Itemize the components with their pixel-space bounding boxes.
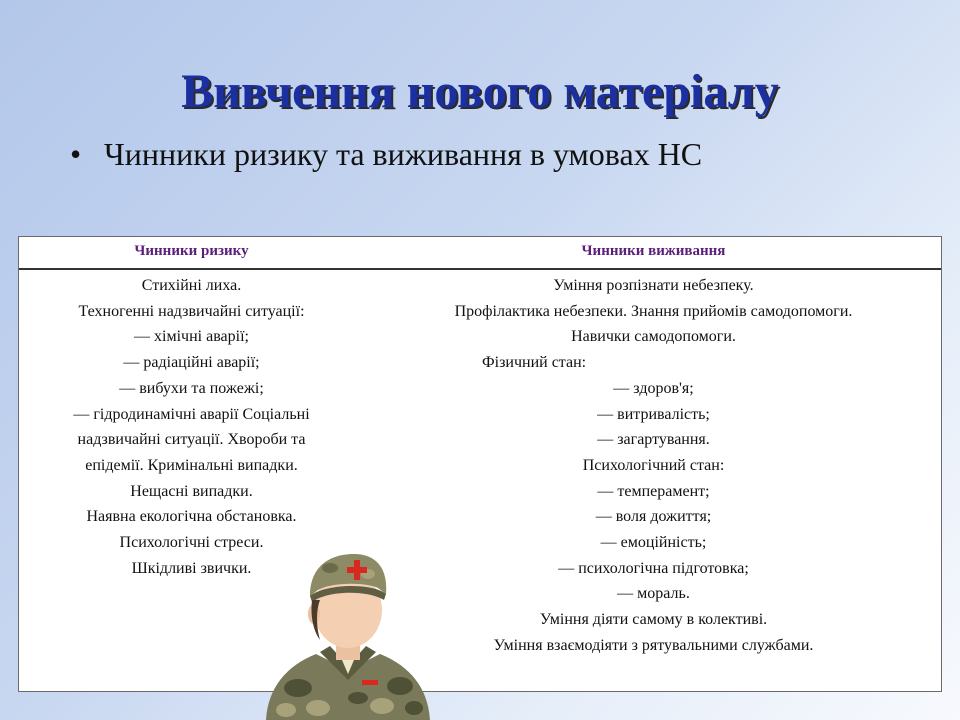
survival-line: — здоров'я; bbox=[613, 379, 694, 397]
survival-line: — психологічна підготовка; bbox=[558, 559, 749, 577]
risk-line: — радіаційні аварії; bbox=[123, 354, 260, 372]
risk-line: Стихійні лиха. bbox=[141, 277, 242, 294]
risk-line: надзвичайні ситуації. Хвороби та bbox=[77, 431, 306, 449]
survival-line: — мораль. bbox=[617, 585, 690, 603]
survival-line: — загартування. bbox=[597, 431, 710, 449]
survival-line: Уміння діяти самому в колективі. bbox=[539, 611, 768, 629]
risk-line: — хімічні аварії; bbox=[134, 328, 249, 346]
bullet-text: Чинники ризику та виживання в умовах НС bbox=[104, 136, 703, 172]
risk-factors-cell bbox=[19, 273, 364, 581]
risk-line: Нещасні випадки. bbox=[130, 482, 253, 500]
survival-line: — витривалість; bbox=[597, 405, 710, 423]
risk-line: епідемії. Кримінальні випадки. bbox=[85, 456, 298, 474]
military-nurse-icon bbox=[258, 548, 438, 720]
survival-line: Навички самодопомоги. bbox=[571, 328, 736, 346]
header-survival-factors: Чинники виживання bbox=[581, 243, 726, 259]
risk-line: Психологічні стреси. bbox=[119, 534, 264, 552]
survival-line: — емоційність; bbox=[600, 534, 707, 552]
factors-table bbox=[18, 236, 942, 692]
survival-line: Уміння розпізнати небезпеку. bbox=[553, 277, 754, 294]
header-risk-factors: Чинники ризику bbox=[134, 243, 249, 259]
risk-line: Наявна екологічна обстановка. bbox=[86, 508, 297, 526]
slide-title: Вивчення нового матеріалу bbox=[181, 65, 779, 118]
bullet-item bbox=[70, 132, 702, 176]
survival-line: — воля дожиття; bbox=[595, 508, 712, 526]
survival-line: — темперамент; bbox=[597, 482, 710, 500]
risk-line: Техногенні надзвичайні ситуації: bbox=[78, 302, 305, 320]
table-header bbox=[19, 237, 941, 270]
risk-line: — вибухи та пожежі; bbox=[119, 379, 264, 397]
survival-line: Фізичний стан: bbox=[482, 354, 587, 372]
risk-line: — гідродинамічні аварії Соціальні bbox=[73, 405, 310, 423]
survival-line: Уміння взаємодіяти з рятувальними службами. bbox=[493, 636, 814, 654]
risk-line: Шкідливі звички. bbox=[131, 559, 252, 577]
survival-line: Психологічний стан: bbox=[582, 456, 725, 474]
survival-line: Профілактика небезпеки. Знання прийомів самодопомоги. bbox=[454, 302, 853, 320]
survival-factors-cell bbox=[364, 273, 943, 659]
bullet-symbol: • bbox=[70, 136, 82, 172]
